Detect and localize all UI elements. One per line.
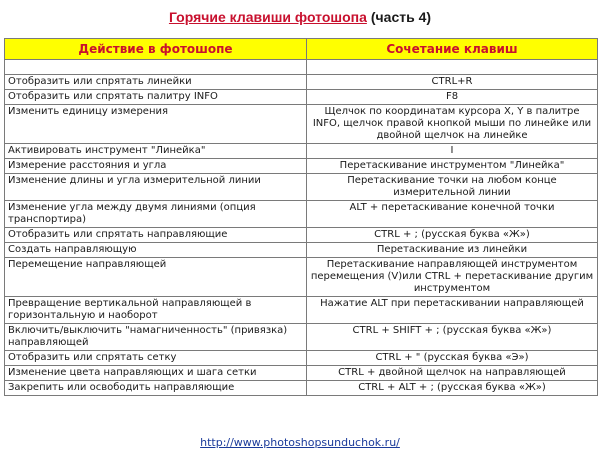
title-main: Горячие клавиши фотошопа bbox=[168, 9, 367, 25]
keys-cell: CTRL+R bbox=[307, 75, 598, 90]
table-header-row bbox=[5, 39, 598, 60]
table-row bbox=[5, 243, 598, 258]
table-row bbox=[5, 228, 598, 243]
keys-cell: Перетаскивание направляющей инструментом перемещения (V)или CTRL + перетаскивание другим инструментом bbox=[307, 258, 598, 297]
spacer-row bbox=[5, 60, 598, 75]
keys-cell: Нажатие ALT при перетаскивании направляющей bbox=[307, 297, 598, 324]
table-row bbox=[5, 105, 598, 144]
action-cell: Активировать инструмент "Линейка" bbox=[5, 144, 307, 159]
spacer-cell bbox=[307, 60, 598, 75]
table-row bbox=[5, 297, 598, 324]
source-link[interactable]: http://www.photoshopsunduchok.ru/ bbox=[200, 436, 400, 449]
table-row bbox=[5, 159, 598, 174]
action-cell: Изменить единицу измерения bbox=[5, 105, 307, 144]
table-row bbox=[5, 324, 598, 351]
keys-cell: CTRL + " (русская буква «Э») bbox=[307, 351, 598, 366]
action-cell: Отобразить или спрятать сетку bbox=[5, 351, 307, 366]
header-action: Действие в фотошопе bbox=[5, 39, 307, 60]
keys-cell: Щелчок по координатам курсора X, Y в палитре INFO, щелчок правой кнопкой мыши по линейке или двойной щелчок на линейке bbox=[307, 105, 598, 144]
table-row bbox=[5, 144, 598, 159]
table-row bbox=[5, 90, 598, 105]
table-row bbox=[5, 201, 598, 228]
action-cell: Превращение вертикальной направляющей в горизонтальную и наоборот bbox=[5, 297, 307, 324]
keys-cell: CTRL + двойной щелчок на направляющей bbox=[307, 366, 598, 381]
title-part: (часть 4) bbox=[370, 9, 432, 25]
action-cell: Отобразить или спрятать направляющие bbox=[5, 228, 307, 243]
table-row bbox=[5, 381, 598, 396]
action-cell: Изменение цвета направляющих и шага сетки bbox=[5, 366, 307, 381]
action-cell: Отобразить или спрятать линейки bbox=[5, 75, 307, 90]
action-cell: Отобразить или спрятать палитру INFO bbox=[5, 90, 307, 105]
table-row bbox=[5, 351, 598, 366]
action-cell: Включить/выключить "намагниченность" (привязка) направляющей bbox=[5, 324, 307, 351]
keys-cell: Перетаскивание точки на любом конце измерительной линии bbox=[307, 174, 598, 201]
keys-cell: I bbox=[307, 144, 598, 159]
action-cell: Изменение угла между двумя линиями (опция транспортира) bbox=[5, 201, 307, 228]
page-title bbox=[0, 8, 600, 26]
keys-cell: Перетаскивание инструментом "Линейка" bbox=[307, 159, 598, 174]
keys-cell: ALT + перетаскивание конечной точки bbox=[307, 201, 598, 228]
action-cell: Создать направляющую bbox=[5, 243, 307, 258]
keys-cell: Перетаскивание из линейки bbox=[307, 243, 598, 258]
action-cell: Изменение длины и угла измерительной линии bbox=[5, 174, 307, 201]
table-row bbox=[5, 174, 598, 201]
action-cell: Перемещение направляющей bbox=[5, 258, 307, 297]
header-keys: Сочетание клавиш bbox=[307, 39, 598, 60]
spacer-cell bbox=[5, 60, 307, 75]
keys-cell: CTRL + ; (русская буква «Ж») bbox=[307, 228, 598, 243]
keys-cell: CTRL + ALT + ; (русская буква «Ж») bbox=[307, 381, 598, 396]
footer bbox=[0, 436, 600, 450]
keys-cell: F8 bbox=[307, 90, 598, 105]
action-cell: Закрепить или освободить направляющие bbox=[5, 381, 307, 396]
table-row bbox=[5, 258, 598, 297]
action-cell: Измерение расстояния и угла bbox=[5, 159, 307, 174]
keys-cell: CTRL + SHIFT + ; (русская буква «Ж») bbox=[307, 324, 598, 351]
table-row bbox=[5, 366, 598, 381]
table-row bbox=[5, 75, 598, 90]
hotkeys-table bbox=[4, 38, 598, 396]
